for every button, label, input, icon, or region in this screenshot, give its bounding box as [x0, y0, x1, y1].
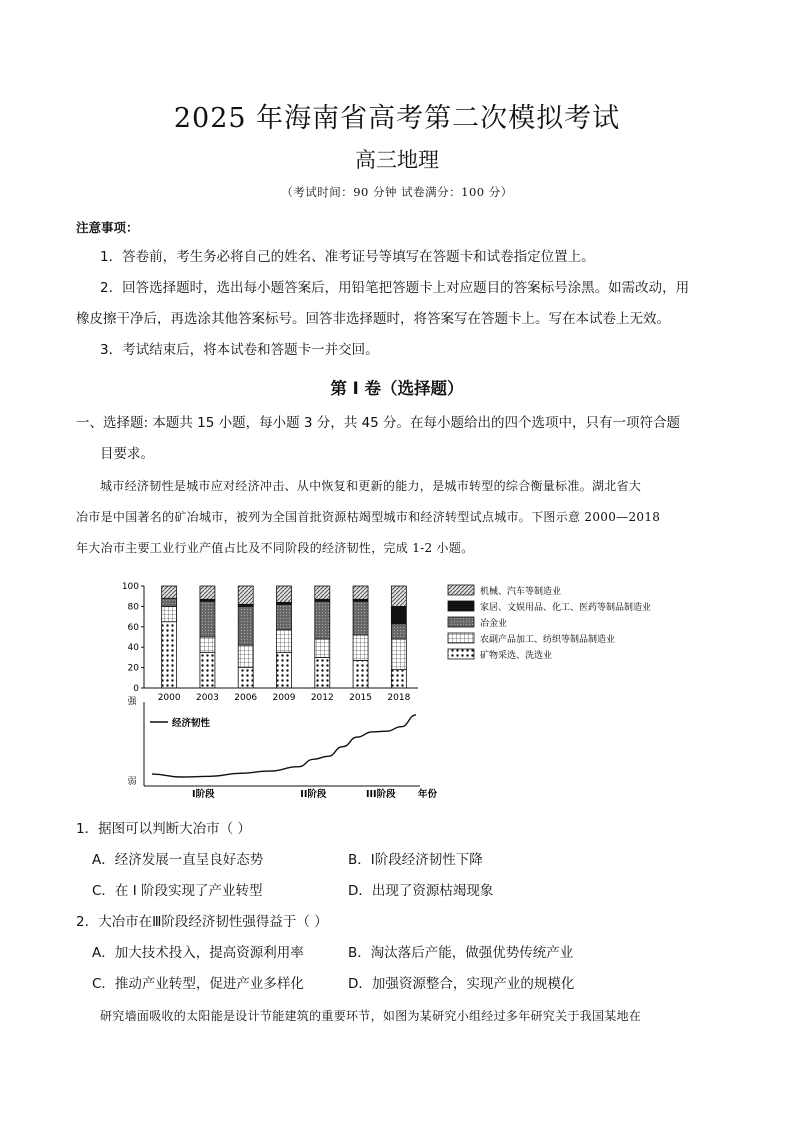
bar-segment-2003-4	[200, 586, 215, 599]
passage1-line-3: 年大冶市主要工业行业产值占比及不同阶段的经济韧性，完成 1-2 小题。	[76, 541, 474, 555]
question-2-option-a[interactable]: A．加大技术投入，提高资源利用率	[92, 945, 304, 961]
question-1-stem: 1．据图可以判断大冶市（ ）	[76, 821, 251, 837]
notice-line-1: 1．答卷前，考生务必将自己的姓名、准考证号等填写在答题卡和试卷指定位置上。	[100, 249, 595, 265]
bar-segment-2000-1	[162, 606, 177, 621]
bar-segment-2000-0	[162, 622, 177, 688]
bar-segment-2009-1	[277, 630, 292, 652]
bar-segment-2018-3	[391, 606, 406, 623]
legend-label: 矿物采选、洗选业	[480, 651, 553, 661]
x-tick-label: 2012	[310, 693, 334, 703]
bar-segment-2018-4	[391, 586, 406, 606]
question-2-option-c[interactable]: C．推动产业转型，促进产业多样化	[92, 976, 304, 992]
bar-segment-2018-1	[391, 639, 406, 670]
x-tick-label: 2006	[234, 693, 258, 703]
y-tick-label: 0	[133, 684, 139, 694]
exam-title: 2025 年海南省高考第二次模拟考试	[173, 103, 621, 134]
legend-label: 农副产品加工、纺织等制品制造业	[480, 635, 616, 645]
question-2-option-b[interactable]: B．淘汰落后产能，做强优势传统产业	[348, 945, 574, 961]
bar-segment-2012-4	[315, 586, 330, 599]
passage1-line-2: 冶市是中国著名的矿冶城市，被列为全国首批资源枯竭型城市和经济转型试点城市。下图示意 2000—2018	[76, 510, 661, 524]
stage-label: III阶段	[365, 789, 396, 800]
question-2-stem: 2．大冶市在Ⅲ阶段经济韧性强得益于（ ）	[76, 914, 328, 930]
notice-title: 注意事项：	[76, 220, 139, 235]
legend-swatch	[448, 601, 474, 611]
bar-segment-2009-2	[277, 604, 292, 630]
bar-segment-2015-1	[353, 635, 368, 661]
section-instruction-b: 目要求。	[100, 446, 154, 462]
passage1-line-1: 城市经济韧性是城市应对经济冲击、从中恢复和更新的能力，是城市转型的综合衡量标准。湖北省大	[100, 479, 642, 493]
bar-segment-2009-4	[277, 586, 292, 602]
y-tick-label: 80	[127, 602, 139, 613]
bar-segment-2012-0	[315, 657, 330, 688]
bar-segment-2015-4	[353, 586, 368, 599]
x-axis-year-label: 年份	[418, 789, 438, 800]
legend-label: 家居、文娱用品、化工、医药等制品制造业	[480, 603, 652, 613]
passage2-line-1: 研究墙面吸收的太阳能是设计节能建筑的重要环节，如图为某研究小组经过多年研究关于我国某地在	[100, 1009, 642, 1023]
y-tick-label: 100	[121, 582, 139, 592]
question-1-option-c[interactable]: C．在 I 阶段实现了产业转型	[92, 883, 263, 899]
legend-swatch	[448, 617, 474, 627]
bar-segment-2006-0	[238, 668, 253, 688]
exam-info: （考试时间：90 分钟 试卷满分：100 分）	[281, 185, 513, 199]
bar-segment-2006-4	[238, 586, 253, 604]
notice-line-2a: 2．回答选择题时，选出每小题答案后，用铅笔把答题卡上对应题目的答案标号涂黑。如需改动，用	[100, 280, 690, 296]
section-instruction-a: 一、选择题: 本题共 15 小题，每小题 3 分，共 45 分。在每小题给出的四个选项中，只有一项符合题	[76, 415, 681, 431]
legend-swatch	[448, 585, 474, 595]
bar-segment-2015-2	[353, 601, 368, 635]
bar-segment-2012-1	[315, 639, 330, 657]
notice-line-2b: 橡皮擦干净后，再选涂其他答案标号。回答非选择题时，将答案写在答题卡上。写在本试卷上无效。	[76, 311, 670, 327]
bar-segment-2018-0	[391, 670, 406, 688]
legend-swatch	[448, 649, 474, 659]
stage-label: II阶段	[300, 789, 327, 800]
legend-swatch	[448, 633, 474, 643]
bar-segment-2015-0	[353, 660, 368, 688]
x-tick-label: 2003	[195, 693, 219, 703]
bar-segment-2009-0	[277, 652, 292, 688]
industry-chart	[120, 578, 680, 803]
bar-segment-2006-2	[238, 606, 253, 645]
industry-chart-figure	[120, 578, 680, 803]
resilience-legend-label: 经济韧性	[172, 718, 211, 729]
bar-segment-2006-1	[238, 645, 253, 667]
bar-segment-2003-0	[200, 652, 215, 688]
x-tick-label: 2018	[387, 693, 411, 703]
bar-segment-2018-2	[391, 624, 406, 639]
bar-segment-2003-1	[200, 637, 215, 652]
bar-segment-2003-2	[200, 601, 215, 637]
x-tick-label: 2000	[157, 693, 181, 703]
y-tick-label: 20	[127, 663, 139, 674]
question-1-option-b[interactable]: B．I阶段经济韧性下降	[348, 852, 483, 868]
bar-segment-2012-2	[315, 601, 330, 639]
notice-line-3: 3．考试结束后，将本试卷和答题卡一并交回。	[100, 342, 379, 358]
x-tick-label: 2015	[349, 693, 373, 703]
bar-segment-2000-4	[162, 586, 177, 598]
stage-label: I阶段	[192, 789, 215, 800]
exam-subject: 高三地理	[355, 148, 439, 172]
section-title: 第 I 卷（选择题）	[330, 379, 464, 398]
question-1-option-d[interactable]: D．出现了资源枯竭现象	[348, 883, 494, 899]
y-tick-label: 40	[127, 643, 139, 654]
question-1-option-a[interactable]: A．经济发展一直呈良好态势	[92, 852, 264, 868]
x-tick-label: 2009	[272, 693, 296, 703]
resilience-strong-label: 强	[127, 697, 137, 707]
legend-label: 冶金业	[480, 619, 508, 629]
legend-label: 机械、汽车等制造业	[480, 587, 562, 597]
resilience-weak-label: 弱	[127, 777, 137, 787]
y-tick-label: 60	[127, 622, 139, 633]
question-2-option-d[interactable]: D．加强资源整合，实现产业的规模化	[348, 976, 575, 992]
bar-segment-2000-2	[162, 598, 177, 606]
